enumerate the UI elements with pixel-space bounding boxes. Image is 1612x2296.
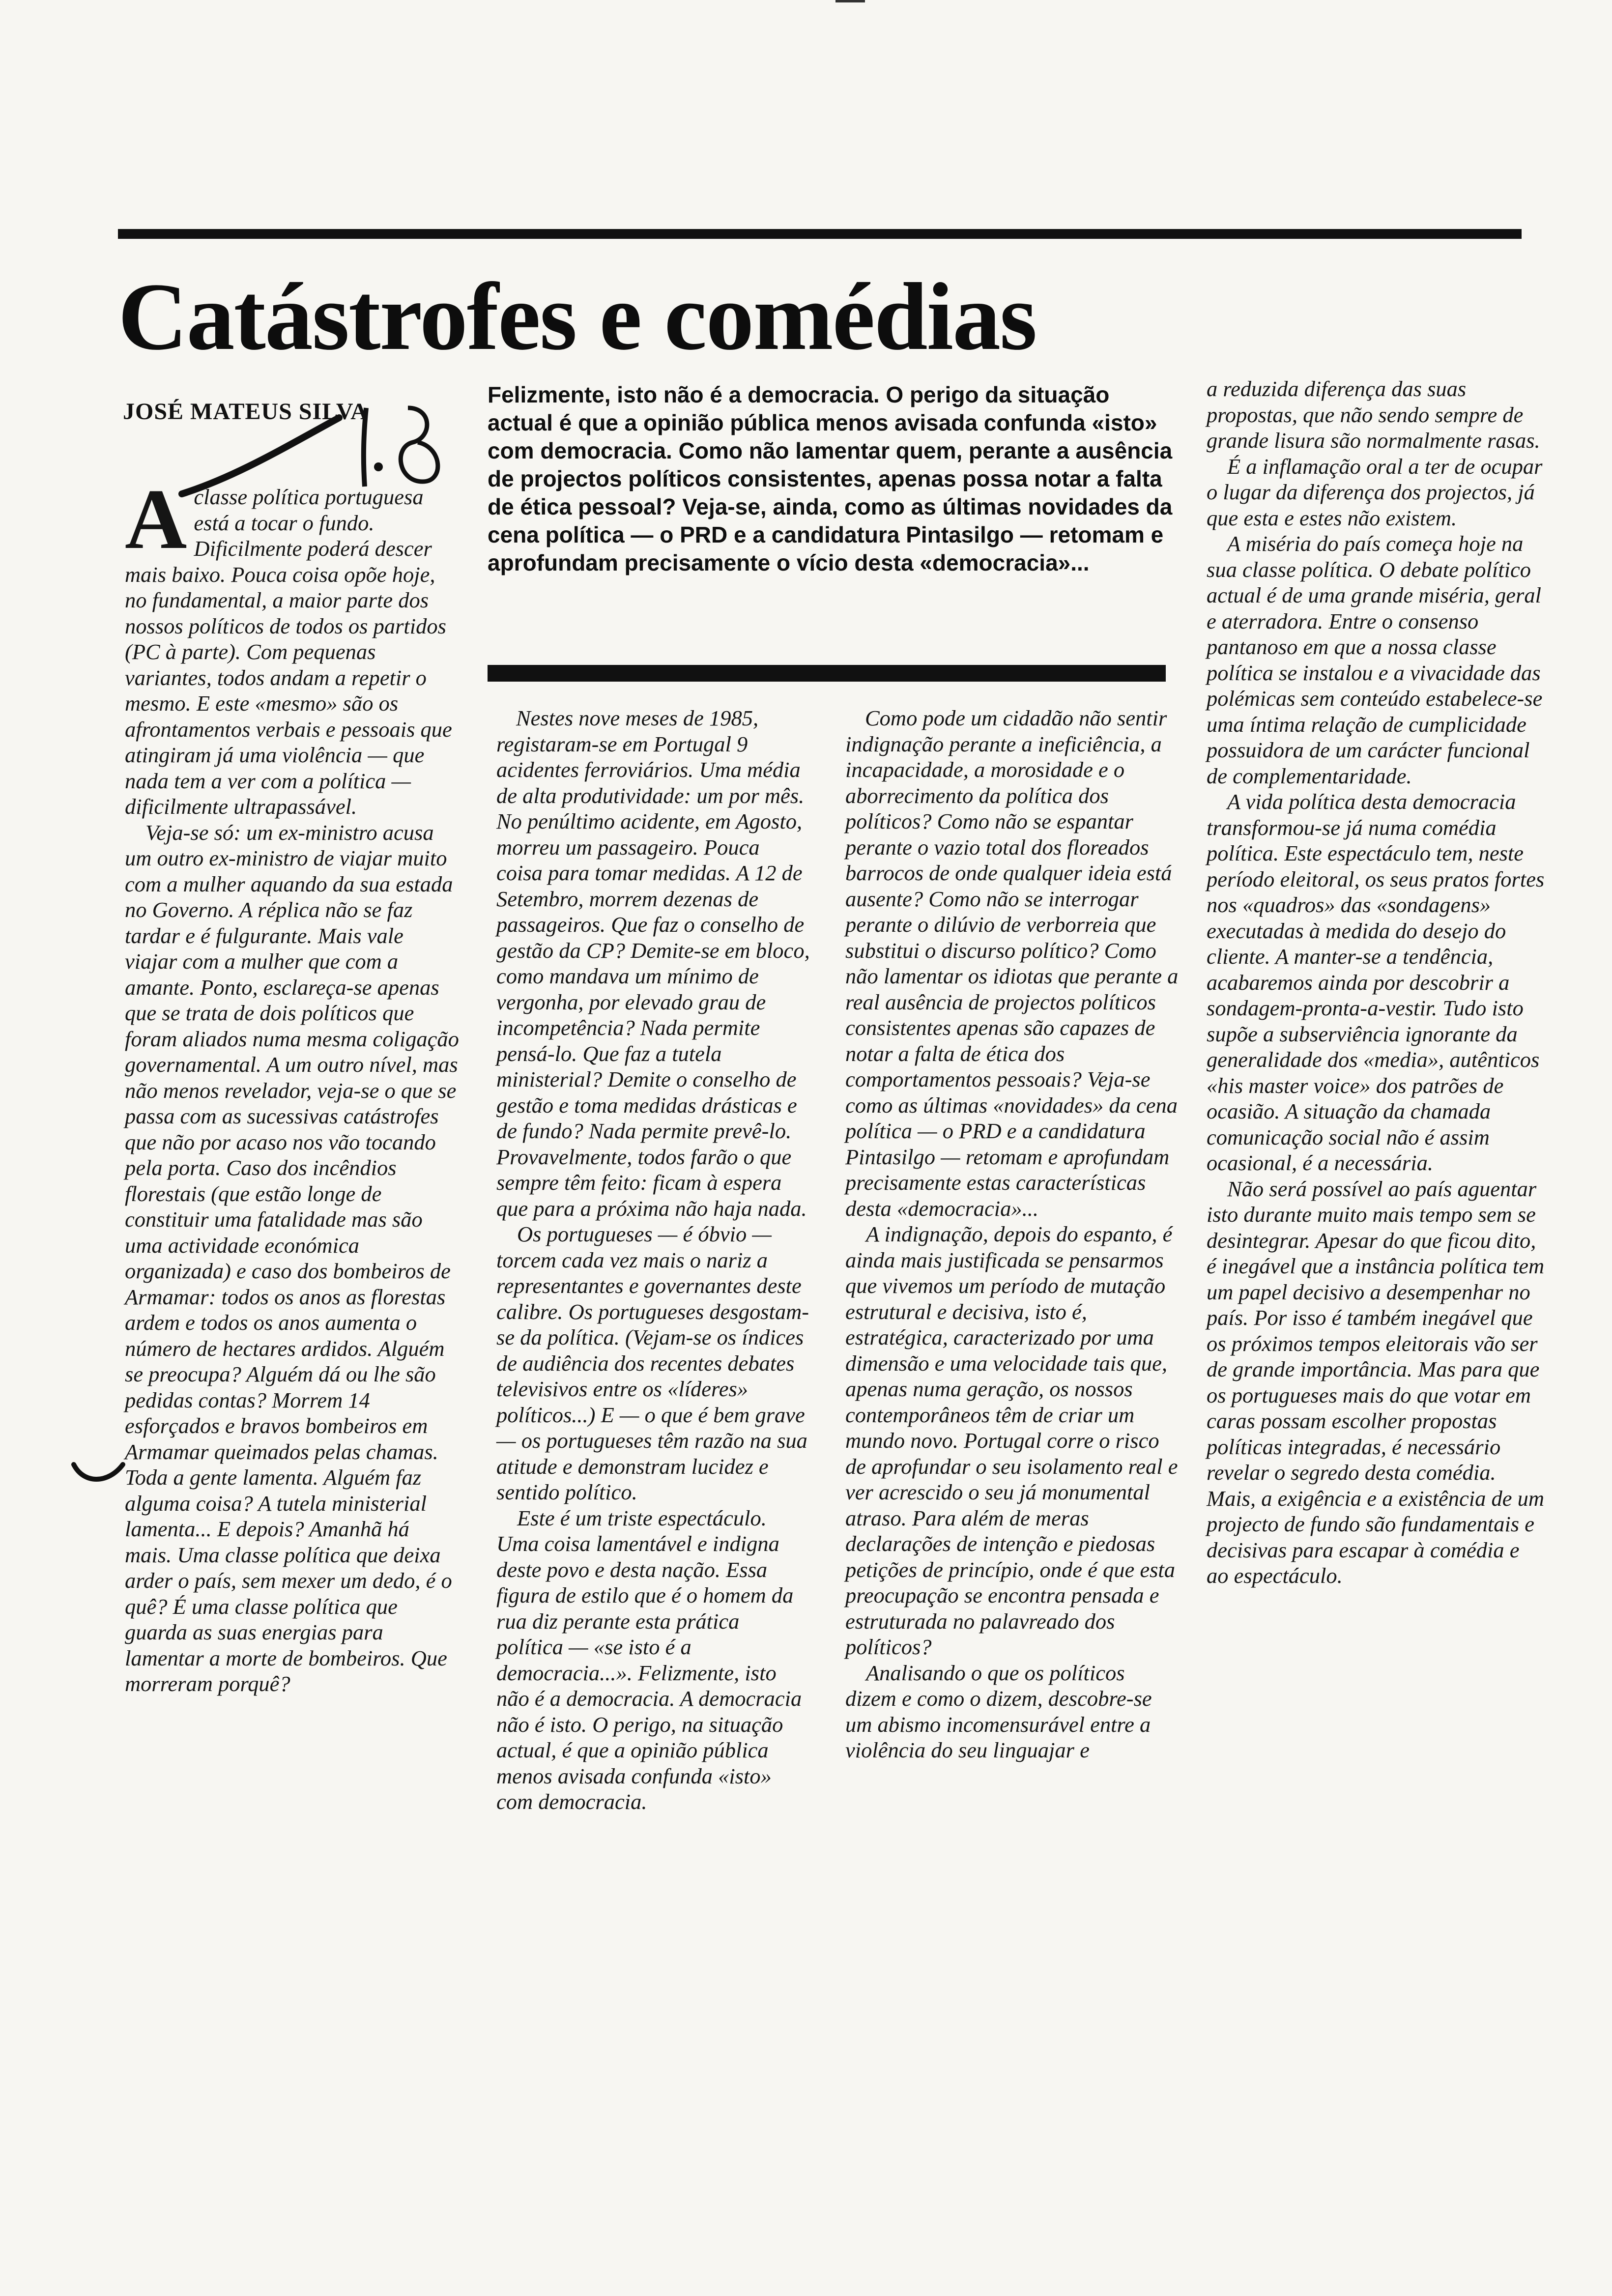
- column-2: [496, 705, 811, 1815]
- paragraph: A miséria do país começa hoje na sua classe política. O debate político actual é de uma grande miséria, geral e aterradora. Entre o consenso pantanoso em que a nossa classe política se instalou e a vivacidade das polémicas sem conteúdo estabelece-se uma íntima relação de cumplicidade possuidora de um carácter funcional de complementaridade.: [1207, 531, 1543, 788]
- headline: Catástrofes e comédias: [118, 263, 1036, 370]
- paragraph: a reduzida diferença das suas propostas, que não sendo sempre de grande lisura são normalmente rasas.: [1207, 376, 1540, 453]
- paragraph: É a inflamação oral a ter de ocupar o lugar da diferença dos projectos, já que esta e estes não existem.: [1207, 454, 1543, 530]
- paragraph: A vida política desta democracia transformou-se já numa comédia política. Este espectáculo tem, neste período eleitoral, os seus pratos fortes nos «quadros» das «sondagens» executadas à medida do desejo do cliente. A manter-se a tendência, acabaremos ainda por descobrir a sondagem-pronta-a-vestir. Tudo isto supõe a subserviência ignorante da generalidade dos «media», autênticos «his master voice» dos patrões de ocasião. A situação da chamada comunicação social não é assim ocasional, é a necessária.: [1207, 789, 1545, 1175]
- column-1-opening: [125, 471, 459, 820]
- paragraph: Como pode um cidadão não sentir indignação perante a ineficiência, a incapacidade, a morosidade e o aborrecimento da política dos políticos? Como não se espantar perante o vazio total dos floreados barrocos de onde qualquer ideia está ausente? Como não se interrogar perante o dilúvio de verborreia que substitui o discurso político? Como não lamentar os idiotas que perante a real ausência de projectos políticos consistentes apenas são capazes de notar a falta de ética dos comportamentos pessoais? Veja-se como as últimas «novidades» da cena política — o PRD e a candidatura Pintasilgo — retomam e aprofundam precisamente estas características desta «democracia»...: [845, 706, 1179, 1221]
- paragraph: Nestes nove meses de 1985, registaram-se em Portugal 9 acidentes ferroviários. Uma média de alta produtividade: um por mês. No penúltimo acidente, em Agosto, morreu um passageiro. Pouca coisa para tomar medidas. A 12 de Setembro, morrem dezenas de passageiros. Que faz o conselho de gestão da CP? Demite-se em bloco, como mandava um mínimo de vergonha, por elevado grau de incompetência? Nada permite pensá-lo. Que faz a tutela ministerial? Demite o conselho de gestão e toma medidas drásticas e de fundo? Nada permite prevê-lo. Provavelmente, todos farão o que sempre têm feito: ficam à espera que para a próxima não haja nada.: [496, 706, 810, 1221]
- top-edge-mark: [835, 0, 865, 2]
- lead-rule: [488, 665, 1166, 682]
- paragraph: Este é um triste espectáculo. Uma coisa lamentável e indigna deste povo e desta nação. Essa figura de estilo que é o homem da rua diz perante esta prática política — «se isto é a democracia...». Felizmente, isto não é a democracia. A democracia não é isto. O perigo, na situação actual, é que a opinião pública menos avisada confunda «isto» com democracia.: [496, 1505, 802, 1814]
- paragraph: Não será possível ao país aguentar isto durante muito mais tempo sem se desintegrar. Apesar do que ficou dito, é inegável que a instância política tem um papel decisivo a desempenhar no país. Por isso é também inegável que os próximos tempos eleitorais vão ser de grande importância. Mas para que os portugueses mais do que votar em caras possam escolher propostas políticas integradas, é necessário revelar o segredo desta comédia. Mais, a exigência e a existência de um projecto de fundo são fundamentais e decisivas para escapar à comédia e ao espectáculo.: [1207, 1176, 1545, 1588]
- column-1: [125, 471, 459, 1697]
- paragraph: Veja-se só: um ex-ministro acusa um outro ex-ministro de viajar muito com a mulher aquando da sua estada no Governo. A réplica não se faz tardar e é fulgurante. Mais vale viajar com a mulher que com a amante. Ponto, esclareça-se apenas que se trata de dois políticos que foram aliados numa mesma coligação governamental. A um outro nível, mas não menos revelador, veja-se o que se passa com as sucessivas catástrofes que não por acaso nos vão tocando pela porta. Caso dos incêndios florestais (que estão longe de constituir uma fatalidade mas são uma actividade económica organizada) e caso dos bombeiros de Armamar: todos os anos as florestas ardem e todos os anos aumenta o número de hectares ardidos. Alguém se preocupa? Alguém dá ou lhe são pedidas contas? Morrem 14 esforçados e bravos bombeiros em Armamar queimados pelas chamas. Toda a gente lamenta. Alguém faz alguma coisa? A tutela ministerial lamenta... E depois? Amanhã há mais. Uma classe política que deixa arder o país, sem mexer um dedo, é o quê? É uma classe política que guarda as suas energias para lamentar a morte de bombeiros. Que morreram porquê?: [125, 820, 459, 1696]
- paragraph: Analisando o que os políticos dizem e como o dizem, descobre-se um abismo incomensurável entre a violência do seu linguajar e: [845, 1660, 1152, 1762]
- paragraph: classe política portuguesa está a tocar o fundo. Dificilmente poderá descer mais baixo. Pouca coisa opõe hoje, no fundamental, a maior parte dos nossos políticos de todos os partidos (PC à parte). Com pequenas variantes, todos andam a repetir o mesmo. E este «mesmo» são os afrontamentos verbais e pessoais que atingiram já uma violência — que nada tem a ver com a política — dificilmente ultrapassável.: [125, 485, 452, 819]
- column-4: [1207, 376, 1546, 1589]
- top-rule: [118, 229, 1522, 239]
- column-3: [845, 705, 1180, 1763]
- byline: JOSÉ MATEUS SILVA: [123, 399, 368, 425]
- dropcap: A: [125, 471, 187, 567]
- paragraph: Os portugueses — é óbvio — torcem cada vez mais o nariz a representantes e governantes deste calibre. Os portugueses desgostam-se da política. (Vejam-se os índices de audiência dos recentes debates televisivos entre os «líderes» políticos...) E — o que é bem grave — os portugueses têm razão na sua atitude e demonstram lucidez e sentido político.: [496, 1222, 809, 1504]
- margin-mark: [69, 1455, 128, 1489]
- paragraph: A indignação, depois do espanto, é ainda mais justificada se pensarmos que vivemos um período de mutação estrutural e decisiva, isto é, estratégica, caracterizado por uma dimensão e uma velocidade tais que, apenas numa geração, os nossos contemporâneos têm de criar um mundo novo. Portugal corre o risco de aprofundar o seu isolamento real e ver acrescido o seu já monumental atraso. Para além de meras declarações de intenção e piedosas petições de princípio, onde é que esta preocupação se encontra pensada e estruturada no palavreado dos políticos?: [845, 1222, 1178, 1659]
- lead-paragraph: Felizmente, isto não é a democracia. O perigo da situação actual é que a opinião pública menos avisada confunda «isto» com democracia. Como não lamentar quem, perante a ausência de projectos políticos consistentes, apenas possa notar a falta de ética pessoal? Veja-se, ainda, como as últimas novidades da cena política — o PRD e a candidatura Pintasilgo — retomam e aprofundam precisamente o vício desta «democracia»...: [488, 382, 1173, 575]
